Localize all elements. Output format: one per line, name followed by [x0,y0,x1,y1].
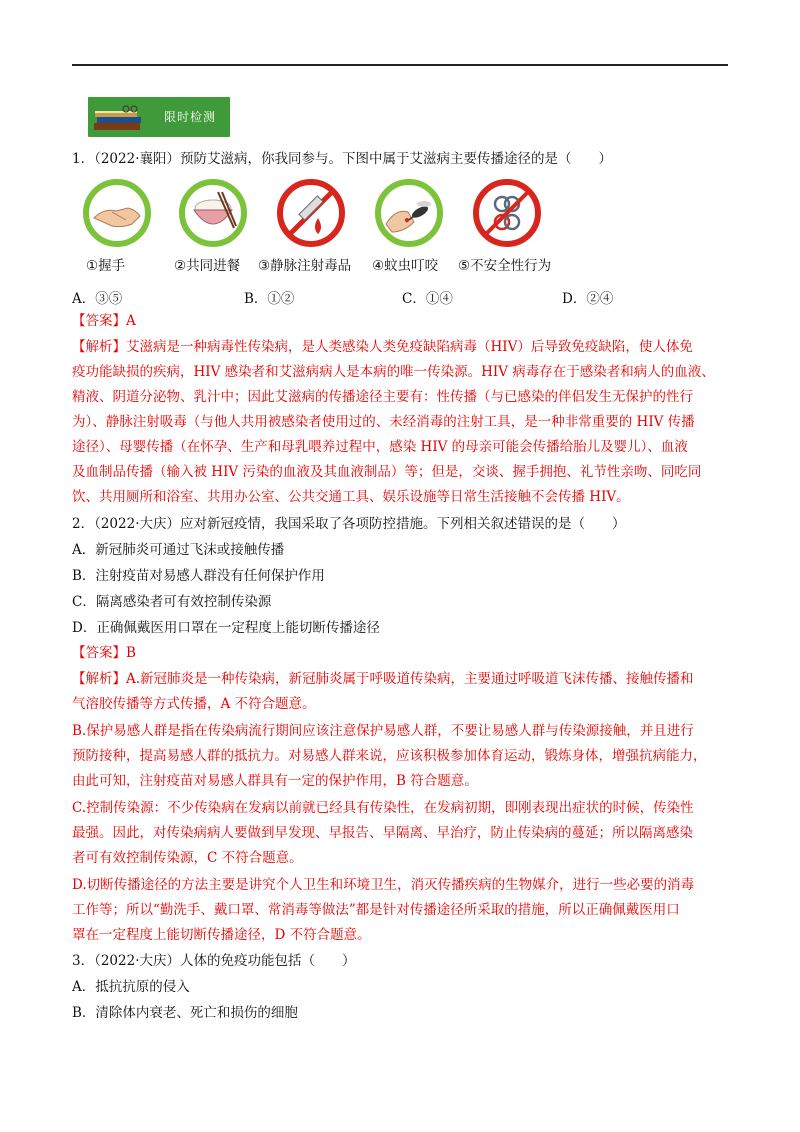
q2-answer: 【答案】B [72,645,136,661]
q1-analysis-line: 饮、共用厕所和浴室、共用办公室、公共交通工具、娱乐设施等日常生活接触不会传播 HIV。 [72,489,630,505]
caption-mosquito: ④蚊虫叮咬 [372,258,439,274]
q1-analysis-line: 途径）、母婴传播（在怀孕、生产和母乳喂养过程中，感染 HIV 的母亲可能会传播给胎儿及婴儿）、血液 [72,439,688,455]
q2-analysis-line: B.保护易感人群是指在传染病流行期间应该注意保护易感人群，不要让易感人群与传染源接触，并且进行 [72,723,694,739]
q1-analysis-line: 为）、静脉注射吸毒（与他人共用被感染者使用过的、未经消毒的注射工具，是一种非常重要的 HIV 传播 [72,414,695,430]
q1-analysis-line: 精液、阴道分泌物、乳汁中；因此艾滋病的传播途径主要有：性传播（与已感染的伴侣发生无保护的性行 [72,389,693,405]
q2-option-c: C．隔离感染者可有效控制传染源 [72,594,272,610]
header-rule [72,64,728,66]
q2-analysis-line: C.控制传染源：不少传染病在发病以前就已经具有传染性，在发病初期，即刚表现出症状的时候，传染性 [72,800,694,816]
q2-option-a: A．新冠肺炎可通过飞沫或接触传播 [72,542,285,558]
q1-answer: 【答案】A [72,313,136,329]
q2-analysis-line: 气溶胶传播等方式传播，A 不符合题意。 [72,696,316,712]
q2-option-d: D．正确佩戴医用口罩在一定程度上能切断传播途径 [72,620,380,636]
mosquito-icon [374,178,444,248]
section-banner [88,97,230,137]
caption-unsafe-sex: ⑤不安全性行为 [458,258,552,274]
books-icon [92,105,148,133]
q1-analysis-line: 疫功能缺损的疾病，HIV 感染者和艾滋病病人是本病的唯一传染源。HIV 病毒存在于感染者和病人的血液、 [72,364,715,380]
q1-analysis-line: 及血制品传播（输入被 HIV 污染的血液及其血液制品）等；但是，交谈、握手拥抱、礼节性亲吻、同吃同 [72,464,702,480]
caption-handshake: ①握手 [86,258,126,274]
q2-analysis-line: 最强。因此，对传染病病人要做到早发现、早报告、早隔离、早治疗，防止传染病的蔓延；所以隔离感染 [72,825,693,841]
q2-analysis-line: 【解析】A.新冠肺炎是一种传染病，新冠肺炎属于呼吸道传染病，主要通过呼吸道飞沫传播、接触传播和 [72,671,694,687]
q2-analysis-line: D.切断传播途径的方法主要是讲究个人卫生和环境卫生，消灭传播疾病的生物媒介，进行一些必要的消毒 [72,877,695,893]
gender-symbols-icon [472,178,542,248]
q2-analysis-line: 由此可知，注射疫苗对易感人群具有一定的保护作用，B 符合题意。 [72,773,478,789]
q1-stem: 1．（2022·襄阳）预防艾滋病，你我同参与。下图中属于艾滋病主要传播途径的是（ ） [72,151,612,167]
q2-analysis-line: 罩在一定程度上能切断传播途径，D 不符合题意。 [72,927,371,943]
q3-option-b: B．清除体内衰老、死亡和损伤的细胞 [72,1005,298,1021]
q2-analysis-line: 者可有效控制传染源，C 不符合题意。 [72,850,303,866]
q3-option-a: A．抵抗抗原的侵入 [72,979,190,995]
banner-label: 限时检测 [164,110,217,124]
q3-stem: 3．（2022·大庆）人体的免疫功能包括（ ） [72,953,356,969]
syringe-icon [276,178,346,248]
caption-drug-injection: ③静脉注射毒品 [258,258,352,274]
q1-option-b: B．①② [244,291,295,307]
q1-option-c: C．①④ [402,291,453,307]
q1-option-a: A．③⑤ [72,291,123,307]
q1-option-d: D．②④ [562,291,614,307]
q1-figure [80,178,570,274]
q2-analysis-line: 预防接种，提高易感人群的抵抗力。对易感人群来说，应该积极参加体育运动，锻炼身体，增强抗病能力， [72,748,707,764]
rice-bowl-icon [178,178,248,248]
handshake-icon [82,178,152,248]
q2-stem: 2．（2022·大庆）应对新冠疫情，我国采取了各项防控措施。下列相关叙述错误的是（ ） [72,516,626,532]
q1-analysis-line: 【解析】艾滋病是一种病毒性传染病，是人类感染人类免疫缺陷病毒（HIV）后导致免疫缺陷，使人体免 [72,339,693,355]
q2-analysis-line: 工作等；所以“勤洗手、戴口罩、常消毒等做法”都是针对传播途径所采取的措施，所以正确佩戴医用口 [72,902,680,918]
q2-option-b: B．注射疫苗对易感人群没有任何保护作用 [72,568,325,584]
caption-shared-meal: ②共同进餐 [174,258,241,274]
